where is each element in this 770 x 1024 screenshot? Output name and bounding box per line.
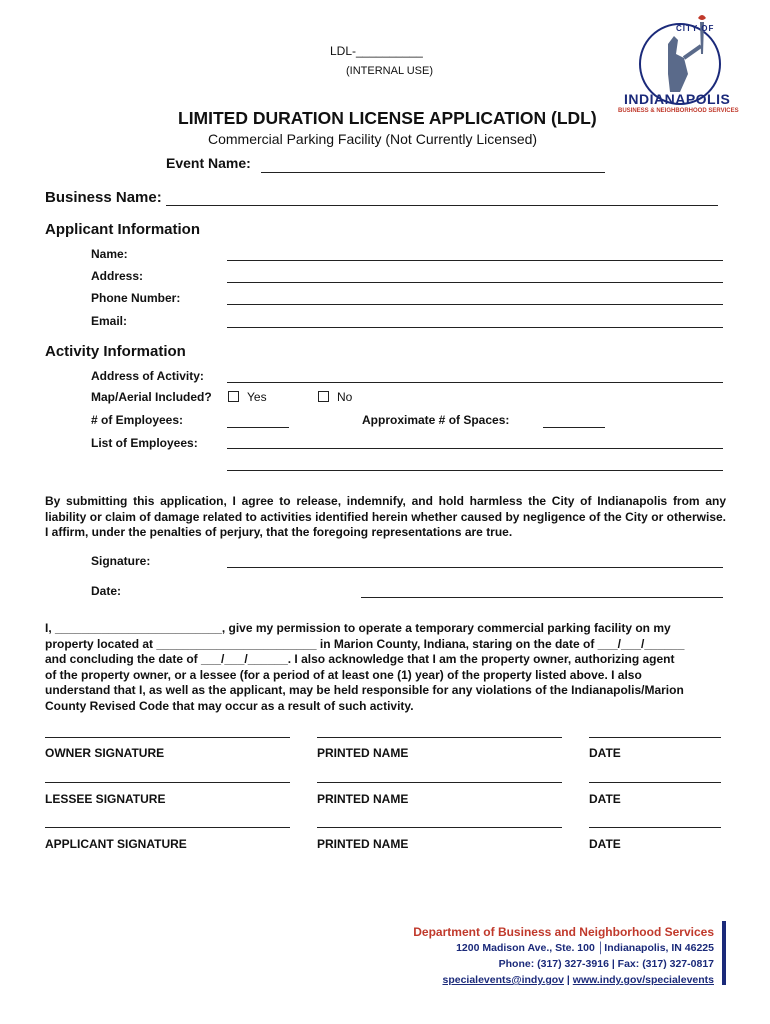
applicant-address-input[interactable] <box>227 282 723 283</box>
applicant-date-label: DATE <box>589 837 621 851</box>
activity-info-heading: Activity Information <box>45 343 186 360</box>
owner-date-input[interactable] <box>589 737 721 738</box>
release-statement: By submitting this application, I agree to release, indemnify, and hold harmless the City of Indianapolis from any liability or claim of damage related to activities identified herein whether caused by negligence of the City or otherwise. I affirm, under the penalties of perjury, that the foregoing representations are true. <box>45 494 726 539</box>
lessee-signature-label: LESSEE SIGNATURE <box>45 792 166 806</box>
permission-line: I, _________________________, give my permission to operate a temporary commercial parking facility on my <box>45 621 671 635</box>
footer-email-link[interactable]: specialevents@indy.gov <box>442 974 564 986</box>
applicant-phone-label: Phone Number: <box>91 291 181 305</box>
owner-printed-name-label: PRINTED NAME <box>317 746 409 760</box>
logo-subtitle: BUSINESS & NEIGHBORHOOD SERVICES <box>618 108 739 114</box>
event-name-label: Event Name: <box>166 155 251 171</box>
date-label: Date: <box>91 584 122 598</box>
map-no-option[interactable] <box>318 390 352 404</box>
logo-city-of: CITY OF <box>676 24 715 33</box>
employee-list-input-1[interactable] <box>227 448 723 449</box>
activity-address-label: Address of Activity: <box>91 369 204 383</box>
footer-website-link[interactable]: www.indy.gov/specialevents <box>572 974 714 986</box>
owner-printed-name-input[interactable] <box>317 737 562 738</box>
owner-date-label: DATE <box>589 746 621 760</box>
spaces-count-input[interactable] <box>543 427 605 428</box>
permission-line: of the property owner, or a lessee (for a period of at least one (1) year) of the property listed above. I also <box>45 667 642 682</box>
employee-list-input-2[interactable] <box>227 470 723 471</box>
permission-line: and concluding the date of ___/___/______. I also acknowledge that I am the property owner, authorizing agent <box>45 652 675 666</box>
signature-label: Signature: <box>91 554 151 568</box>
owner-signature-label: OWNER SIGNATURE <box>45 746 165 760</box>
applicant-signature-input[interactable] <box>45 827 290 828</box>
signature-input[interactable] <box>227 567 723 568</box>
spaces-count-label: Approximate # of Spaces: <box>362 413 510 427</box>
footer-links <box>413 972 714 988</box>
footer-accent-bar <box>722 921 726 985</box>
map-yes-option[interactable] <box>228 390 267 404</box>
internal-use-note: (INTERNAL USE) <box>346 65 433 77</box>
applicant-signature-label: APPLICANT SIGNATURE <box>45 837 187 851</box>
applicant-phone-input[interactable] <box>227 304 723 305</box>
footer-department: Department of Business and Neighborhood Services <box>413 925 714 939</box>
no-checkbox[interactable] <box>318 391 329 402</box>
logo-indianapolis: INDIANAPOLIS <box>624 91 731 107</box>
lessee-date-input[interactable] <box>589 782 721 783</box>
permission-line: County Revised Code that may occur as a result of such activity. <box>45 698 414 713</box>
applicant-printed-name-label: PRINTED NAME <box>317 837 409 851</box>
owner-signature-input[interactable] <box>45 737 290 738</box>
lessee-printed-name-label: PRINTED NAME <box>317 792 409 806</box>
footer-contact <box>413 924 714 988</box>
no-label: No <box>337 390 353 404</box>
applicant-email-input[interactable] <box>227 327 723 328</box>
employees-count-input[interactable] <box>227 427 289 428</box>
ldl-number-field[interactable]: LDL-__________ <box>330 44 423 58</box>
footer-address: 1200 Madison Ave., Ste. 100 │Indianapolis, IN 46225 <box>456 942 714 954</box>
lessee-date-label: DATE <box>589 792 621 806</box>
applicant-name-label: Name: <box>91 247 128 261</box>
applicant-email-label: Email: <box>91 314 128 328</box>
lessee-signature-input[interactable] <box>45 782 290 783</box>
applicant-name-input[interactable] <box>227 260 723 261</box>
page-subtitle: Commercial Parking Facility (Not Currently Licensed) <box>208 131 538 147</box>
applicant-info-heading: Applicant Information <box>45 221 200 238</box>
employee-list-label: List of Employees: <box>91 436 198 450</box>
permission-line: property located at ________________________ in Marion County, Indiana, staring on the date of ___/___/______ <box>45 636 685 651</box>
employees-count-label: # of Employees: <box>91 413 184 427</box>
date-input[interactable] <box>361 597 723 598</box>
business-name-label: Business Name: <box>45 189 162 206</box>
footer-phone: Phone: (317) 327-3916 | Fax: (317) 327-0817 <box>498 958 714 970</box>
yes-checkbox[interactable] <box>228 391 239 402</box>
permission-statement <box>45 621 726 714</box>
lessee-printed-name-input[interactable] <box>317 782 562 783</box>
applicant-date-input[interactable] <box>589 827 721 828</box>
permission-line: understand that I, as well as the applicant, may be held responsible for any violations of the Indianapolis/Marion <box>45 683 684 697</box>
yes-label: Yes <box>247 390 267 404</box>
city-logo <box>618 14 746 122</box>
page-title: LIMITED DURATION LICENSE APPLICATION (LDL) <box>178 108 597 128</box>
applicant-address-label: Address: <box>91 269 144 283</box>
applicant-printed-name-input[interactable] <box>317 827 562 828</box>
footer-separator: | <box>564 974 573 986</box>
activity-address-input[interactable] <box>227 382 723 383</box>
event-name-input[interactable] <box>261 172 605 173</box>
map-included-label: Map/Aerial Included? <box>91 390 212 404</box>
business-name-input[interactable] <box>166 205 718 206</box>
